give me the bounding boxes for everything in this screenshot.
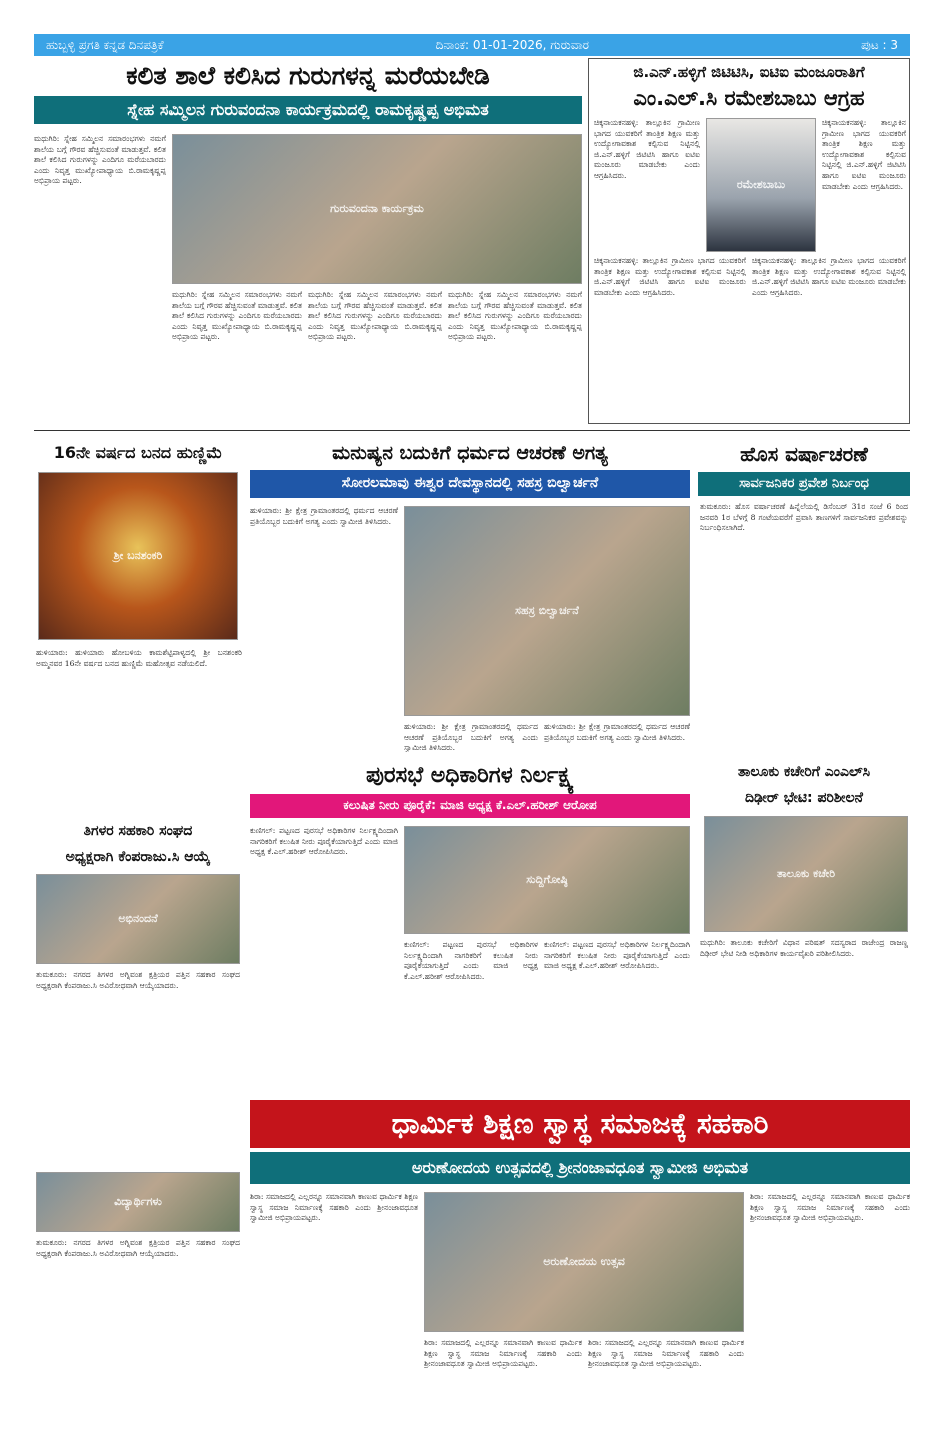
- story3-headline: 16ನೇ ವರ್ಷದ ಬನದ ಹುಣ್ಣಿಮೆ: [53, 443, 223, 463]
- story4-text-col2: ಹುಳಿಯಾರು: ಶ್ರೀ ಕ್ಷೇತ್ರ ಗ್ರಾಮಾಂತರದಲ್ಲಿ ಧರ್ಮದ ಆಚರಣೆ ಪ್ರತಿಯೊಬ್ಬರ ಬದುಕಿಗೆ ಅಗತ್ಯ ಎಂದು ಸ್ವಾಮೀಜಿ ತಿಳಿಸಿದರು.: [404, 722, 538, 752]
- story7-text: ಮಧುಗಿರಿ: ತಾಲೂಕು ಕಚೇರಿಗೆ ವಿಧಾನ ಪರಿಷತ್ ಸದಸ್ಯರಾದ ರಾಜೇಂದ್ರ ರಾಜಣ್ಣ ದಿಢೀರ್ ಭೇಟಿ ನೀಡಿ ಅಧಿಕಾರಿಗಳ ಕಾರ್ಯವೈಖರಿ ಪರಿಶೀಲಿಸಿದರು.: [700, 938, 908, 958]
- story9-text-col2: ಶಿರಾ: ಸಮಾಜದಲ್ಲಿ ಎಲ್ಲರನ್ನೂ ಸಮಾನವಾಗಿ ಕಾಣುವ ಧಾರ್ಮಿಕ ಶಿಕ್ಷಣ ಸ್ವಾಸ್ಥ ಸಮಾಜ ನಿರ್ಮಾಣಕ್ಕೆ ಸಹಕಾರಿ ಎಂದು ಶ್ರೀನಂಜಾವಧೂತ ಸ್ವಾಮೀಜಿ ಅಭಿಪ್ರಾಯಪಟ್ಟರು.: [424, 1338, 582, 1369]
- story8-headline-line2: ಅಧ್ಯಕ್ಷರಾಗಿ ಕೆಂಪರಾಜು.ಸಿ ಆಯ್ಕೆ: [65, 849, 211, 866]
- story1-subheadline: ಸ್ನೇಹ ಸಮ್ಮಿಲನ ಗುರುವಂದನಾ ಕಾರ್ಯಕ್ರಮದಲ್ಲಿ ರಾಮಕೃಷ್ಣಪ್ಪ ಅಭಿಮತ: [34, 96, 582, 124]
- story9-text-col1: ಶಿರಾ: ಸಮಾಜದಲ್ಲಿ ಎಲ್ಲರನ್ನೂ ಸಮಾನವಾಗಿ ಕಾಣುವ ಧಾರ್ಮಿಕ ಶಿಕ್ಷಣ ಸ್ವಾಸ್ಥ ಸಮಾಜ ನಿರ್ಮಾಣಕ್ಕೆ ಸಹಕಾರಿ ಎಂದು ಶ್ರೀನಂಜಾವಧೂತ ಸ್ವಾಮೀಜಿ ಅಭಿಪ್ರಾಯಪಟ್ಟರು.: [250, 1192, 418, 1223]
- paper-name: ಹುಬ್ಬಳ್ಳಿ ಪ್ರಗತಿ ಕನ್ನಡ ದಿನಪತ್ರಿಕೆ: [46, 37, 164, 52]
- story6-text-col1: ಕುಣಿಗಲ್: ಪಟ್ಟಣದ ಪುರಸಭೆ ಅಧಿಕಾರಿಗಳ ನಿರ್ಲಕ್ಷ್ಯದಿಂದಾಗಿ ನಾಗರಿಕರಿಗೆ ಕಲುಷಿತ ನೀರು ಪೂರೈಕೆಯಾಗುತ್ತಿದೆ ಎಂದು ಮಾಜಿ ಅಧ್ಯಕ್ಷ ಕೆ.ಎಲ್.ಹರೀಶ್ ಆರೋಪಿಸಿದರು.: [250, 826, 398, 857]
- story4-subheadline: ಸೋರಲಮಾವು ಈಶ್ವರ ದೇವಸ್ಥಾನದಲ್ಲಿ ಸಹಸ್ರ ಬಿಲ್ವಾರ್ಚನೆ: [250, 470, 690, 498]
- story1-text-col3: ಮಧುಗಿರಿ: ಸ್ನೇಹ ಸಮ್ಮಿಲನ ಸಮಾರಂಭಗಳು ನಮಗೆ ಶಾಲೆಯ ಬಗ್ಗೆ ಗೌರವ ಹೆಚ್ಚಿಸುವಂತೆ ಮಾಡುತ್ತವೆ. ಕಲಿತ ಶಾಲೆ ಕಲಿಸಿದ ಗುರುಗಳನ್ನು ಎಂದಿಗೂ ಮರೆಯಬಾರದು ಎಂದು ನಿವೃತ್ತ ಮುಖ್ಯೋಪಾಧ್ಯಾಯ ಬಿ.ರಾಮಕೃಷ್ಣಪ್ಪ ಅಭಿಪ್ರಾಯ ಪಟ್ಟರು.: [308, 290, 442, 342]
- story6-subheadline: ಕಲುಷಿತ ನೀರು ಪೂರೈಕೆ: ಮಾಜಿ ಅಧ್ಯಕ್ಷ ಕೆ.ಎಲ್.ಹರೀಶ್ ಆರೋಪ: [250, 794, 690, 818]
- story2-text-col1: ಚಿಕ್ಕನಾಯಕನಹಳ್ಳಿ: ತಾಲ್ಲೂಕಿನ ಗ್ರಾಮೀಣ ಭಾಗದ ಯುವಕರಿಗೆ ತಾಂತ್ರಿಕ ಶಿಕ್ಷಣ ಮತ್ತು ಉದ್ಯೋಗಾವಕಾಶ ಕಲ್ಪಿಸುವ ನಿಟ್ಟಿನಲ್ಲಿ ಜಿ.ಎನ್.ಹಳ್ಳಿಗೆ ಜಿಟಿಟಿಸಿ ಹಾಗೂ ಐಟಿಐ ಮಂಜೂರು ಮಾಡಬೇಕು ಎಂದು ಆಗ್ರಹಿಸಿದರು.: [594, 118, 700, 180]
- story4-text-col1: ಹುಳಿಯಾರು: ಶ್ರೀ ಕ್ಷೇತ್ರ ಗ್ರಾಮಾಂತರದಲ್ಲಿ ಧರ್ಮದ ಆಚರಣೆ ಪ್ರತಿಯೊಬ್ಬರ ಬದುಕಿಗೆ ಅಗತ್ಯ ಎಂದು ಸ್ವಾಮೀಜಿ ತಿಳಿಸಿದರು.: [250, 506, 398, 526]
- story6-text-col3: ಕುಣಿಗಲ್: ಪಟ್ಟಣದ ಪುರಸಭೆ ಅಧಿಕಾರಿಗಳ ನಿರ್ಲಕ್ಷ್ಯದಿಂದಾಗಿ ನಾಗರಿಕರಿಗೆ ಕಲುಷಿತ ನೀರು ಪೂರೈಕೆಯಾಗುತ್ತಿದೆ ಎಂದು ಮಾಜಿ ಅಧ್ಯಕ್ಷ ಕೆ.ಎಲ್.ಹರೀಶ್ ಆರೋಪಿಸಿದರು.: [544, 940, 690, 971]
- issue-date: ದಿನಾಂಕ: 01-01-2026, ಗುರುವಾರ: [435, 37, 590, 52]
- divider: [34, 430, 910, 431]
- story2-text-col2: ಚಿಕ್ಕನಾಯಕನಹಳ್ಳಿ: ತಾಲ್ಲೂಕಿನ ಗ್ರಾಮೀಣ ಭಾಗದ ಯುವಕರಿಗೆ ತಾಂತ್ರಿಕ ಶಿಕ್ಷಣ ಮತ್ತು ಉದ್ಯೋಗಾವಕಾಶ ಕಲ್ಪಿಸುವ ನಿಟ್ಟಿನಲ್ಲಿ ಜಿ.ಎನ್.ಹಳ್ಳಿಗೆ ಜಿಟಿಟಿಸಿ ಹಾಗೂ ಐಟಿಐ ಮಂಜೂರು ಮಾಡಬೇಕು ಎಂದು ಆಗ್ರಹಿಸಿದರು.: [822, 118, 906, 191]
- story8-photo2: ವಿದ್ಯಾರ್ಥಿಗಳು: [36, 1172, 240, 1232]
- story2-headline-line1: ಜಿ.ಎನ್.ಹಳ್ಳಿಗೆ ಜಿಟಿಟಿಸಿ, ಐಟಿಐ ಮಂಜೂರಾತಿಗೆ: [633, 62, 865, 81]
- page-number: ಪುಟ : 3: [861, 37, 898, 52]
- story4-headline: ಮನುಷ್ಯನ ಬದುಕಿಗೆ ಧರ್ಮದ ಆಚರಣೆ ಅಗತ್ಯ: [332, 441, 608, 464]
- story7-photo: ತಾಲೂಕು ಕಚೇರಿ: [704, 816, 908, 932]
- story6-text-col2: ಕುಣಿಗಲ್: ಪಟ್ಟಣದ ಪುರಸಭೆ ಅಧಿಕಾರಿಗಳ ನಿರ್ಲಕ್ಷ್ಯದಿಂದಾಗಿ ನಾಗರಿಕರಿಗೆ ಕಲುಷಿತ ನೀರು ಪೂರೈಕೆಯಾಗುತ್ತಿದೆ ಎಂದು ಮಾಜಿ ಅಧ್ಯಕ್ಷ ಕೆ.ಎಲ್.ಹರೀಶ್ ಆರೋಪಿಸಿದರು.: [404, 940, 538, 981]
- story1-text-col1: ಮಧುಗಿರಿ: ಸ್ನೇಹ ಸಮ್ಮಿಲನ ಸಮಾರಂಭಗಳು ನಮಗೆ ಶಾಲೆಯ ಬಗ್ಗೆ ಗೌರವ ಹೆಚ್ಚಿಸುವಂತೆ ಮಾಡುತ್ತವೆ. ಕಲಿತ ಶಾಲೆ ಕಲಿಸಿದ ಗುರುಗಳನ್ನು ಎಂದಿಗೂ ಮರೆಯಬಾರದು ಎಂದು ನಿವೃತ್ತ ಮುಖ್ಯೋಪಾಧ್ಯಾಯ ಬಿ.ರಾಮಕೃಷ್ಣಪ್ಪ ಅಭಿಪ್ರಾಯ ಪಟ್ಟರು.: [34, 134, 166, 186]
- story6-headline: ಪುರಸಭೆ ಅಧಿಕಾರಿಗಳ ನಿರ್ಲಕ್ಷ್ಯ: [366, 762, 574, 788]
- story5-headline: ಹೊಸ ವರ್ಷಾಚರಣೆ: [740, 442, 868, 466]
- story3-photo: ಶ್ರೀ ಬನಶಂಕರಿ: [38, 472, 238, 640]
- story6-photo: ಸುದ್ದಿಗೋಷ್ಠಿ: [404, 826, 690, 934]
- story9-text-col3: ಶಿರಾ: ಸಮಾಜದಲ್ಲಿ ಎಲ್ಲರನ್ನೂ ಸಮಾನವಾಗಿ ಕಾಣುವ ಧಾರ್ಮಿಕ ಶಿಕ್ಷಣ ಸ್ವಾಸ್ಥ ಸಮಾಜ ನಿರ್ಮಾಣಕ್ಕೆ ಸಹಕಾರಿ ಎಂದು ಶ್ರೀನಂಜಾವಧೂತ ಸ್ವಾಮೀಜಿ ಅಭಿಪ್ರಾಯಪಟ್ಟರು.: [588, 1338, 744, 1369]
- story9-subheadline: ಅರುಣೋದಯ ಉತ್ಸವದಲ್ಲಿ ಶ್ರೀನಂಜಾವಧೂತ ಸ್ವಾಮೀಜಿ ಅಭಿಮತ: [250, 1152, 910, 1184]
- story9-text-col4: ಶಿರಾ: ಸಮಾಜದಲ್ಲಿ ಎಲ್ಲರನ್ನೂ ಸಮಾನವಾಗಿ ಕಾಣುವ ಧಾರ್ಮಿಕ ಶಿಕ್ಷಣ ಸ್ವಾಸ್ಥ ಸಮಾಜ ನಿರ್ಮಾಣಕ್ಕೆ ಸಹಕಾರಿ ಎಂದು ಶ್ರೀನಂಜಾವಧೂತ ಸ್ವಾಮೀಜಿ ಅಭಿಪ್ರಾಯಪಟ್ಟರು.: [750, 1192, 910, 1223]
- story8-text: ತುಮಕೂರು: ನಗರದ ತಿಗಳರ ಅಗ್ನಿವಂಶ ಕ್ಷತ್ರಿಯರ ಪತ್ತಿನ ಸಹಕಾರ ಸಂಘದ ಅಧ್ಯಕ್ಷರಾಗಿ ಕೆಂಪರಾಜು.ಸಿ ಅವಿರೋಧವಾಗಿ ಆಯ್ಕೆಯಾದರು.: [36, 970, 240, 990]
- story1-text-col2: ಮಧುಗಿರಿ: ಸ್ನೇಹ ಸಮ್ಮಿಲನ ಸಮಾರಂಭಗಳು ನಮಗೆ ಶಾಲೆಯ ಬಗ್ಗೆ ಗೌರವ ಹೆಚ್ಚಿಸುವಂತೆ ಮಾಡುತ್ತವೆ. ಕಲಿತ ಶಾಲೆ ಕಲಿಸಿದ ಗುರುಗಳನ್ನು ಎಂದಿಗೂ ಮರೆಯಬಾರದು ಎಂದು ನಿವೃತ್ತ ಮುಖ್ಯೋಪಾಧ್ಯಾಯ ಬಿ.ರಾಮಕೃಷ್ಣಪ್ಪ ಅಭಿಪ್ರಾಯ ಪಟ್ಟರು.: [172, 290, 302, 342]
- story1-text-col4: ಮಧುಗಿರಿ: ಸ್ನೇಹ ಸಮ್ಮಿಲನ ಸಮಾರಂಭಗಳು ನಮಗೆ ಶಾಲೆಯ ಬಗ್ಗೆ ಗೌರವ ಹೆಚ್ಚಿಸುವಂತೆ ಮಾಡುತ್ತವೆ. ಕಲಿತ ಶಾಲೆ ಕಲಿಸಿದ ಗುರುಗಳನ್ನು ಎಂದಿಗೂ ಮರೆಯಬಾರದು ಎಂದು ನಿವೃತ್ತ ಮುಖ್ಯೋಪಾಧ್ಯಾಯ ಬಿ.ರಾಮಕೃಷ್ಣಪ್ಪ ಅಭಿಪ್ರಾಯ ಪಟ್ಟರು.: [448, 290, 582, 342]
- story8-text-2: ತುಮಕೂರು: ನಗರದ ತಿಗಳರ ಅಗ್ನಿವಂಶ ಕ್ಷತ್ರಿಯರ ಪತ್ತಿನ ಸಹಕಾರ ಸಂಘದ ಅಧ್ಯಕ್ಷರಾಗಿ ಕೆಂಪರಾಜು.ಸಿ ಅವಿರೋಧವಾಗಿ ಆಯ್ಕೆಯಾದರು.: [36, 1238, 240, 1258]
- story3-text: ಹುಳಿಯಾರು: ಹುಳಿಯಾರು ಹೋಬಳಿಯ ಕಾಮಶೆಟ್ಟಿಪಾಳ್ಯದಲ್ಲಿ ಶ್ರೀ ಬನಶಂಕರಿ ಅಮ್ಮನವರ 16ನೇ ವರ್ಷದ ಬನದ ಹುಣ್ಣಿಮೆ ಮಹೋತ್ಸವ ನಡೆಯಲಿದೆ.: [36, 648, 242, 668]
- story8-headline-line1: ತಿಗಳರ ಸಹಕಾರಿ ಸಂಘದ: [83, 823, 193, 840]
- story1-headline: ಕಲಿತ ಶಾಲೆ ಕಲಿಸಿದ ಗುರುಗಳನ್ನ ಮರೆಯಬೇಡಿ: [126, 61, 490, 91]
- story2-text-col3: ಚಿಕ್ಕನಾಯಕನಹಳ್ಳಿ: ತಾಲ್ಲೂಕಿನ ಗ್ರಾಮೀಣ ಭಾಗದ ಯುವಕರಿಗೆ ತಾಂತ್ರಿಕ ಶಿಕ್ಷಣ ಮತ್ತು ಉದ್ಯೋಗಾವಕಾಶ ಕಲ್ಪಿಸುವ ನಿಟ್ಟಿನಲ್ಲಿ ಜಿ.ಎನ್.ಹಳ್ಳಿಗೆ ಜಿಟಿಟಿಸಿ ಹಾಗೂ ಐಟಿಐ ಮಂಜೂರು ಮಾಡಬೇಕು ಎಂದು ಆಗ್ರಹಿಸಿದರು.: [594, 256, 746, 297]
- masthead: [34, 34, 910, 56]
- story7-headline-line2: ದಿಢೀರ್ ಭೇಟಿ: ಪರಿಶೀಲನೆ: [745, 790, 863, 807]
- story7-headline-line1: ತಾಲೂಕು ಕಚೇರಿಗೆ ಎಂಎಲ್‌ಸಿ: [737, 764, 871, 781]
- story2-text-col4: ಚಿಕ್ಕನಾಯಕನಹಳ್ಳಿ: ತಾಲ್ಲೂಕಿನ ಗ್ರಾಮೀಣ ಭಾಗದ ಯುವಕರಿಗೆ ತಾಂತ್ರಿಕ ಶಿಕ್ಷಣ ಮತ್ತು ಉದ್ಯೋಗಾವಕಾಶ ಕಲ್ಪಿಸುವ ನಿಟ್ಟಿನಲ್ಲಿ ಜಿ.ಎನ್.ಹಳ್ಳಿಗೆ ಜಿಟಿಟಿಸಿ ಹಾಗೂ ಐಟಿಐ ಮಂಜೂರು ಮಾಡಬೇಕು ಎಂದು ಆಗ್ರಹಿಸಿದರು.: [752, 256, 906, 297]
- story5-text: ತುಮಕೂರು: ಹೊಸ ವರ್ಷಾಚರಣೆ ಹಿನ್ನೆಲೆಯಲ್ಲಿ ಡಿಸೆಂಬರ್ 31ರ ಸಂಜೆ 6 ರಿಂದ ಜನವರಿ 1ರ ಬೆಳಗ್ಗೆ 8 ಗಂಟೆಯವರೆಗೆ ಪ್ರವಾಸಿ ತಾಣಗಳಿಗೆ ಸಾರ್ವಜನಿಕರ ಪ್ರವೇಶವನ್ನು ನಿರ್ಬಂಧಿಸಲಾಗಿದೆ.: [700, 502, 908, 533]
- story4-text-col3: ಹುಳಿಯಾರು: ಶ್ರೀ ಕ್ಷೇತ್ರ ಗ್ರಾಮಾಂತರದಲ್ಲಿ ಧರ್ಮದ ಆಚರಣೆ ಪ್ರತಿಯೊಬ್ಬರ ಬದುಕಿಗೆ ಅಗತ್ಯ ಎಂದು ಸ್ವಾಮೀಜಿ ತಿಳಿಸಿದರು.: [544, 722, 690, 742]
- story2-photo: ರಮೇಶಬಾಬು: [706, 118, 816, 252]
- story5-subheadline: ಸಾರ್ವಜನಿಕರ ಪ್ರವೇಶ ನಿರ್ಬಂಧ: [698, 472, 910, 496]
- story9-photo: ಅರುಣೋದಯ ಉತ್ಸವ: [424, 1192, 744, 1332]
- story8-photo1: ಅಭಿನಂದನೆ: [36, 874, 240, 964]
- story2-headline-line2: ಎಂ.ಎಲ್.ಸಿ ರಮೇಶಬಾಬು ಆಗ್ರಹ: [633, 86, 865, 111]
- story1-photo: ಗುರುವಂದನಾ ಕಾರ್ಯಕ್ರಮ: [172, 134, 582, 284]
- story9-headline: ಧಾರ್ಮಿಕ ಶಿಕ್ಷಣ ಸ್ವಾಸ್ಥ ಸಮಾಜಕ್ಕೆ ಸಹಕಾರಿ: [250, 1100, 910, 1148]
- story4-photo: ಸಹಸ್ರ ಬಿಲ್ವಾರ್ಚನೆ: [404, 506, 690, 716]
